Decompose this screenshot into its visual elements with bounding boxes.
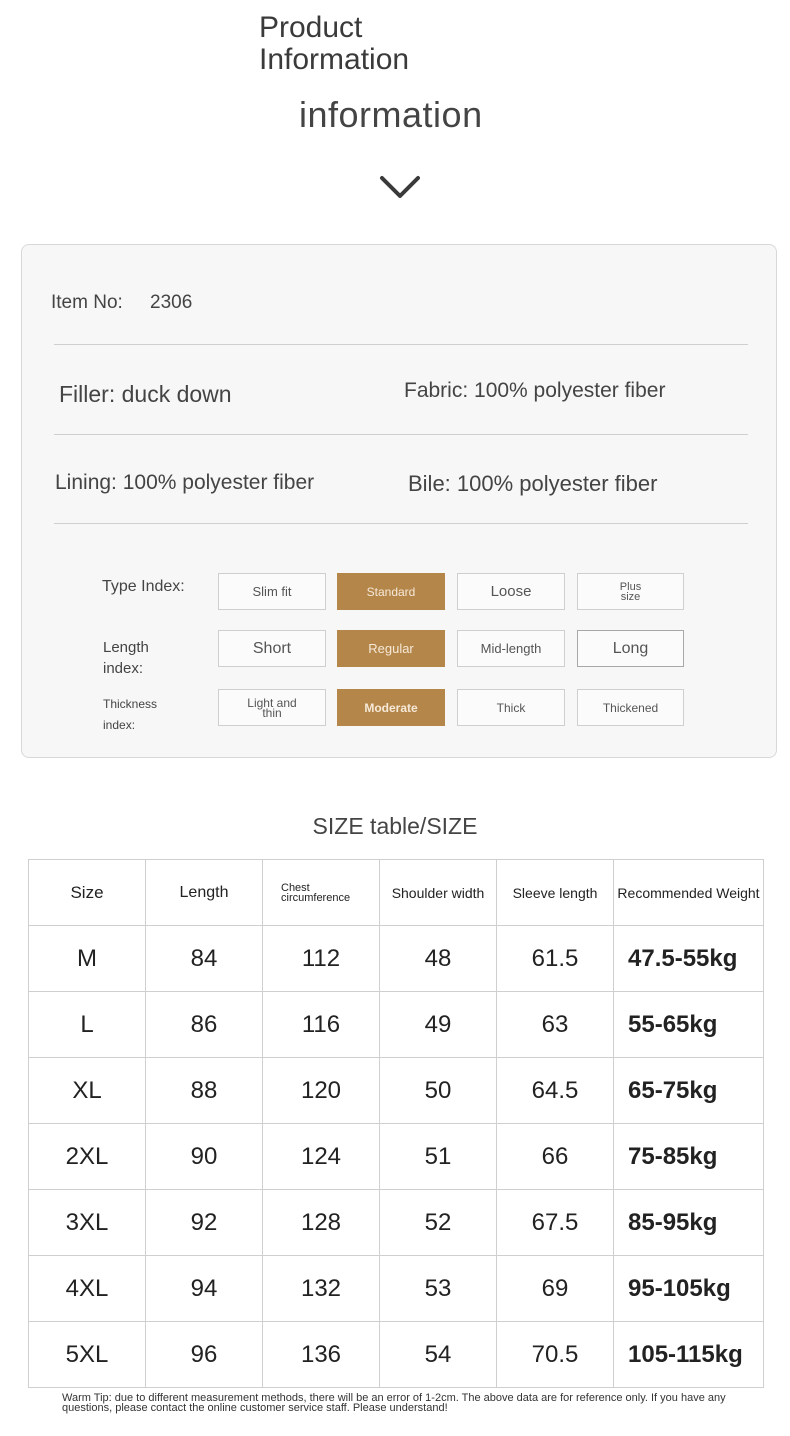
table-row: [29, 1256, 764, 1322]
item-no-value: 2306: [150, 292, 193, 313]
cell-chest: 112: [263, 926, 380, 992]
cell-shoulder: 48: [380, 926, 497, 992]
table-row: [29, 1190, 764, 1256]
cell-weight: 105-115kg: [614, 1322, 764, 1388]
length-option-mid-length: Mid-length: [457, 630, 565, 667]
cell-size: L: [29, 992, 146, 1058]
header-shoulder: Shoulder width: [380, 860, 497, 926]
type-option-standard: Standard: [337, 573, 445, 610]
divider: [54, 523, 748, 524]
warm-tip-note: Warm Tip: due to different measurement methods, there will be an error of 1-2cm. The above data are for reference only. If you have any questions, please contact the online customer service staff. Please understand!: [62, 1392, 726, 1414]
bile-text: Bile: 100% polyester fiber: [408, 471, 658, 496]
cell-chest: 128: [263, 1190, 380, 1256]
header-sleeve: Sleeve length: [497, 860, 614, 926]
length-option-long: Long: [577, 630, 684, 667]
cell-weight: 75-85kg: [614, 1124, 764, 1190]
cell-sleeve: 64.5: [497, 1058, 614, 1124]
cell-weight: 65-75kg: [614, 1058, 764, 1124]
cell-sleeve: 69: [497, 1256, 614, 1322]
lining-text: Lining: 100% polyester fiber: [55, 471, 315, 494]
cell-length: 92: [146, 1190, 263, 1256]
filler-text: Filler: duck down: [59, 381, 232, 407]
thickness-option-thick: Thick: [457, 689, 565, 726]
length-index-label-line2: index:: [103, 660, 144, 677]
page-title-line1: Product: [259, 11, 363, 44]
cell-size: 2XL: [29, 1124, 146, 1190]
size-table-title: SIZE table/SIZE: [312, 813, 478, 839]
cell-weight: 55-65kg: [614, 992, 764, 1058]
cell-chest: 116: [263, 992, 380, 1058]
cell-size: M: [29, 926, 146, 992]
page-subtitle: information: [299, 94, 483, 135]
size-table: [28, 859, 764, 1388]
table-row: [29, 992, 764, 1058]
type-option-plus-size: Plus size: [577, 573, 684, 610]
table-row: [29, 1124, 764, 1190]
cell-sleeve: 63: [497, 992, 614, 1058]
cell-length: 96: [146, 1322, 263, 1388]
thickness-index-label: [103, 694, 157, 736]
cell-chest: 132: [263, 1256, 380, 1322]
cell-sleeve: 66: [497, 1124, 614, 1190]
cell-length: 86: [146, 992, 263, 1058]
header-size: Size: [29, 860, 146, 926]
cell-chest: 136: [263, 1322, 380, 1388]
cell-shoulder: 50: [380, 1058, 497, 1124]
cell-sleeve: 70.5: [497, 1322, 614, 1388]
header-chest: Chest circumference: [263, 860, 380, 926]
cell-length: 84: [146, 926, 263, 992]
type-index-label: Type Index:: [102, 578, 185, 595]
cell-length: 90: [146, 1124, 263, 1190]
length-index-label: [103, 637, 149, 679]
thickness-index-label-line1: Thickness: [103, 697, 158, 711]
cell-chest: 120: [263, 1058, 380, 1124]
type-option-loose: Loose: [457, 573, 565, 610]
table-header-row: [29, 860, 764, 926]
page-title: [259, 12, 409, 76]
type-option-slim-fit: Slim fit: [218, 573, 326, 610]
cell-size: 5XL: [29, 1322, 146, 1388]
cell-shoulder: 52: [380, 1190, 497, 1256]
cell-size: 3XL: [29, 1190, 146, 1256]
thickness-index-label-line2: index:: [103, 718, 136, 732]
thickness-option-thickened: Thickened: [577, 689, 684, 726]
cell-size: 4XL: [29, 1256, 146, 1322]
divider: [54, 344, 748, 345]
cell-weight: 85-95kg: [614, 1190, 764, 1256]
cell-shoulder: 51: [380, 1124, 497, 1190]
cell-length: 94: [146, 1256, 263, 1322]
cell-chest: 124: [263, 1124, 380, 1190]
item-no-label: Item No:: [51, 292, 123, 313]
cell-size: XL: [29, 1058, 146, 1124]
length-index-label-line1: Length: [103, 639, 149, 656]
table-row: [29, 1322, 764, 1388]
thickness-option-light-and-thin: Light and thin: [218, 689, 326, 726]
divider: [54, 434, 748, 435]
cell-shoulder: 54: [380, 1322, 497, 1388]
cell-weight: 95-105kg: [614, 1256, 764, 1322]
product-info-card: [21, 244, 777, 758]
page-title-line2: Information: [259, 43, 410, 76]
chevron-down-icon: [378, 170, 422, 204]
cell-shoulder: 53: [380, 1256, 497, 1322]
cell-sleeve: 61.5: [497, 926, 614, 992]
length-option-regular: Regular: [337, 630, 445, 667]
cell-shoulder: 49: [380, 992, 497, 1058]
header-weight: Recommended Weight: [614, 860, 764, 926]
cell-sleeve: 67.5: [497, 1190, 614, 1256]
table-row: [29, 1058, 764, 1124]
fabric-text: Fabric: 100% polyester fiber: [404, 379, 666, 402]
thickness-option-moderate: Moderate: [337, 689, 445, 726]
cell-weight: 47.5-55kg: [614, 926, 764, 992]
cell-length: 88: [146, 1058, 263, 1124]
length-option-short: Short: [218, 630, 326, 667]
table-row: [29, 926, 764, 992]
header-length: Length: [146, 860, 263, 926]
